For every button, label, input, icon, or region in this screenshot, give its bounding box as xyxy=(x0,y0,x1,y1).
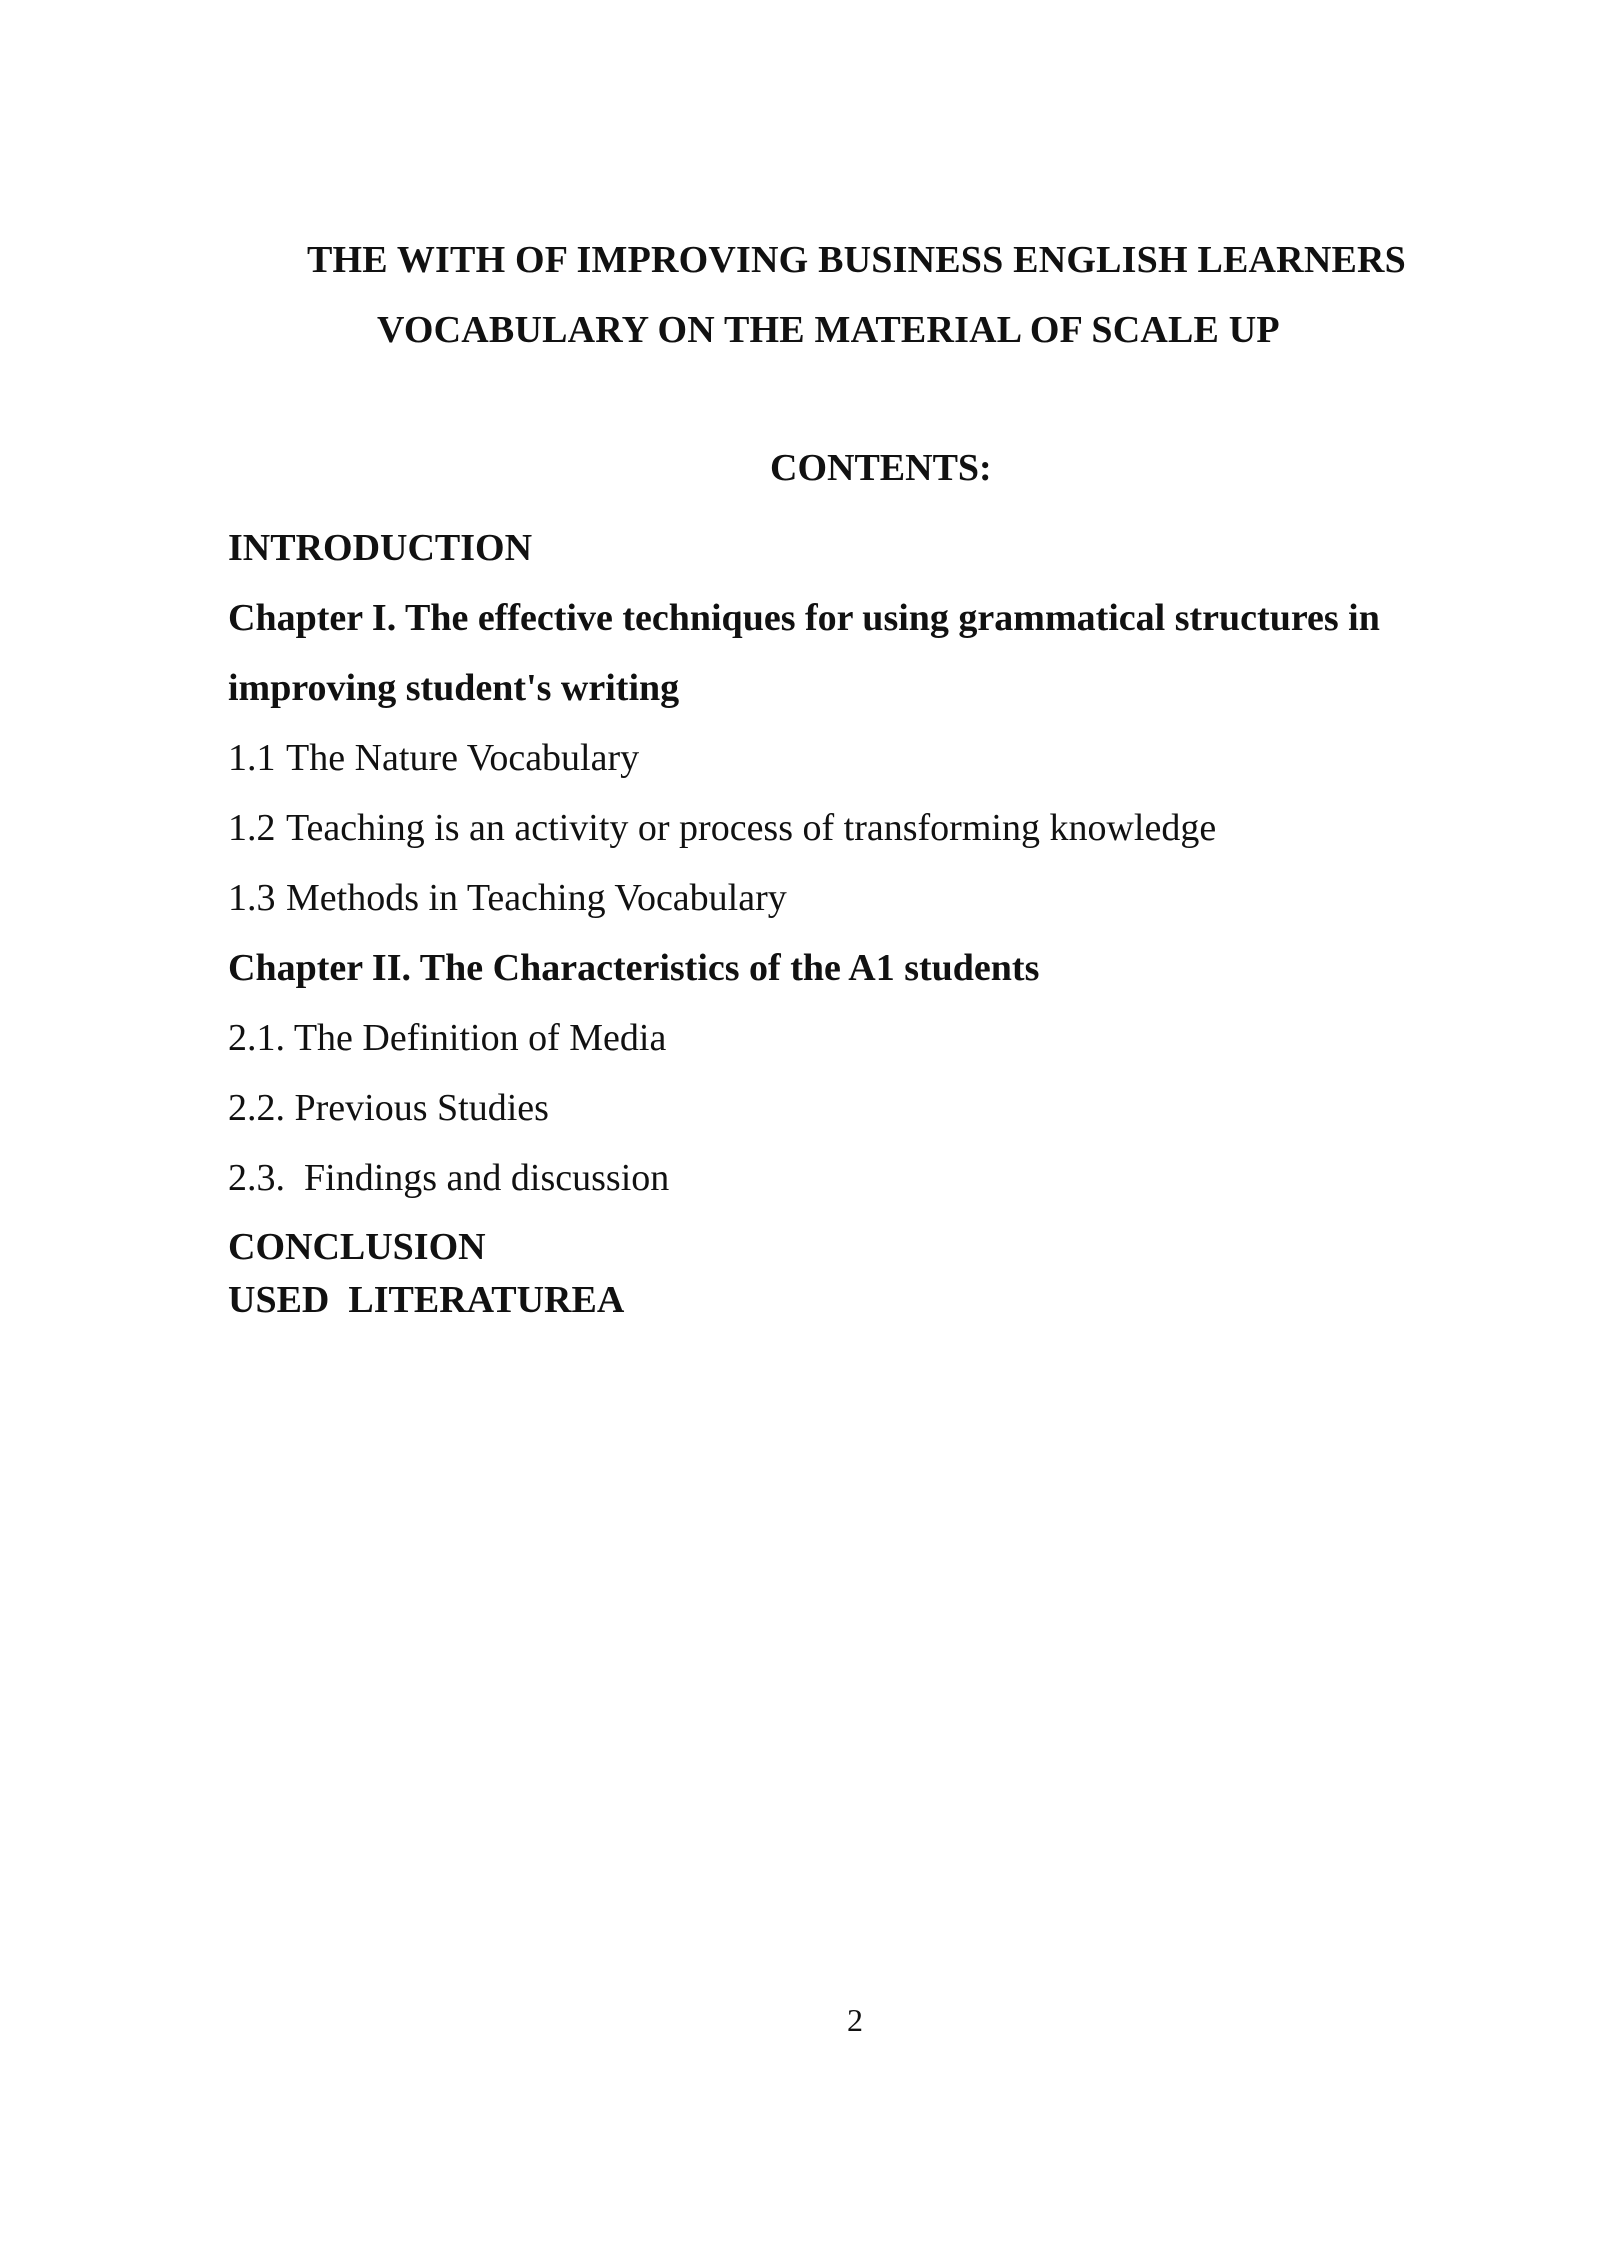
table-of-contents xyxy=(228,513,1488,1321)
toc-chapter-1-title: Chapter I. The effective techniques for using grammatical structures in xyxy=(228,597,1380,639)
toc-section-1-2 xyxy=(228,793,1488,863)
toc-section-number: 1.3 xyxy=(228,877,276,919)
toc-used-literature: USED LITERATUREA xyxy=(228,1279,625,1321)
document-title-line-1: THE WITH OF IMPROVING BUSINESS ENGLISH LEARNERS xyxy=(307,239,1406,281)
toc-introduction: INTRODUCTION xyxy=(228,527,533,569)
toc-section-text: The Nature Vocabulary xyxy=(286,737,640,779)
toc-section-text: Methods in Teaching Vocabulary xyxy=(286,877,787,919)
toc-section-text: Teaching is an activity or process of transforming knowledge xyxy=(286,807,1217,849)
contents-heading: CONTENTS: xyxy=(770,447,992,489)
toc-section-2-2: 2.2. Previous Studies xyxy=(228,1087,549,1129)
toc-section-1-1 xyxy=(228,723,1488,793)
toc-section-2-3: 2.3. Findings and discussion xyxy=(228,1157,670,1199)
toc-chapter-1-title-continued: improving student's writing xyxy=(228,667,680,709)
document-title-line-2: VOCABULARY ON THE MATERIAL OF SCALE UP xyxy=(377,309,1280,351)
toc-section-number: 1.1 xyxy=(228,737,276,779)
toc-chapter-2-title: Chapter II. The Characteristics of the A1 students xyxy=(228,947,1040,989)
toc-section-1-3 xyxy=(228,863,1488,933)
toc-conclusion: CONCLUSION xyxy=(228,1226,486,1268)
page-number: 2 xyxy=(847,2002,863,2038)
toc-section-number: 1.2 xyxy=(228,807,276,849)
toc-section-2-1: 2.1. The Definition of Media xyxy=(228,1017,667,1059)
